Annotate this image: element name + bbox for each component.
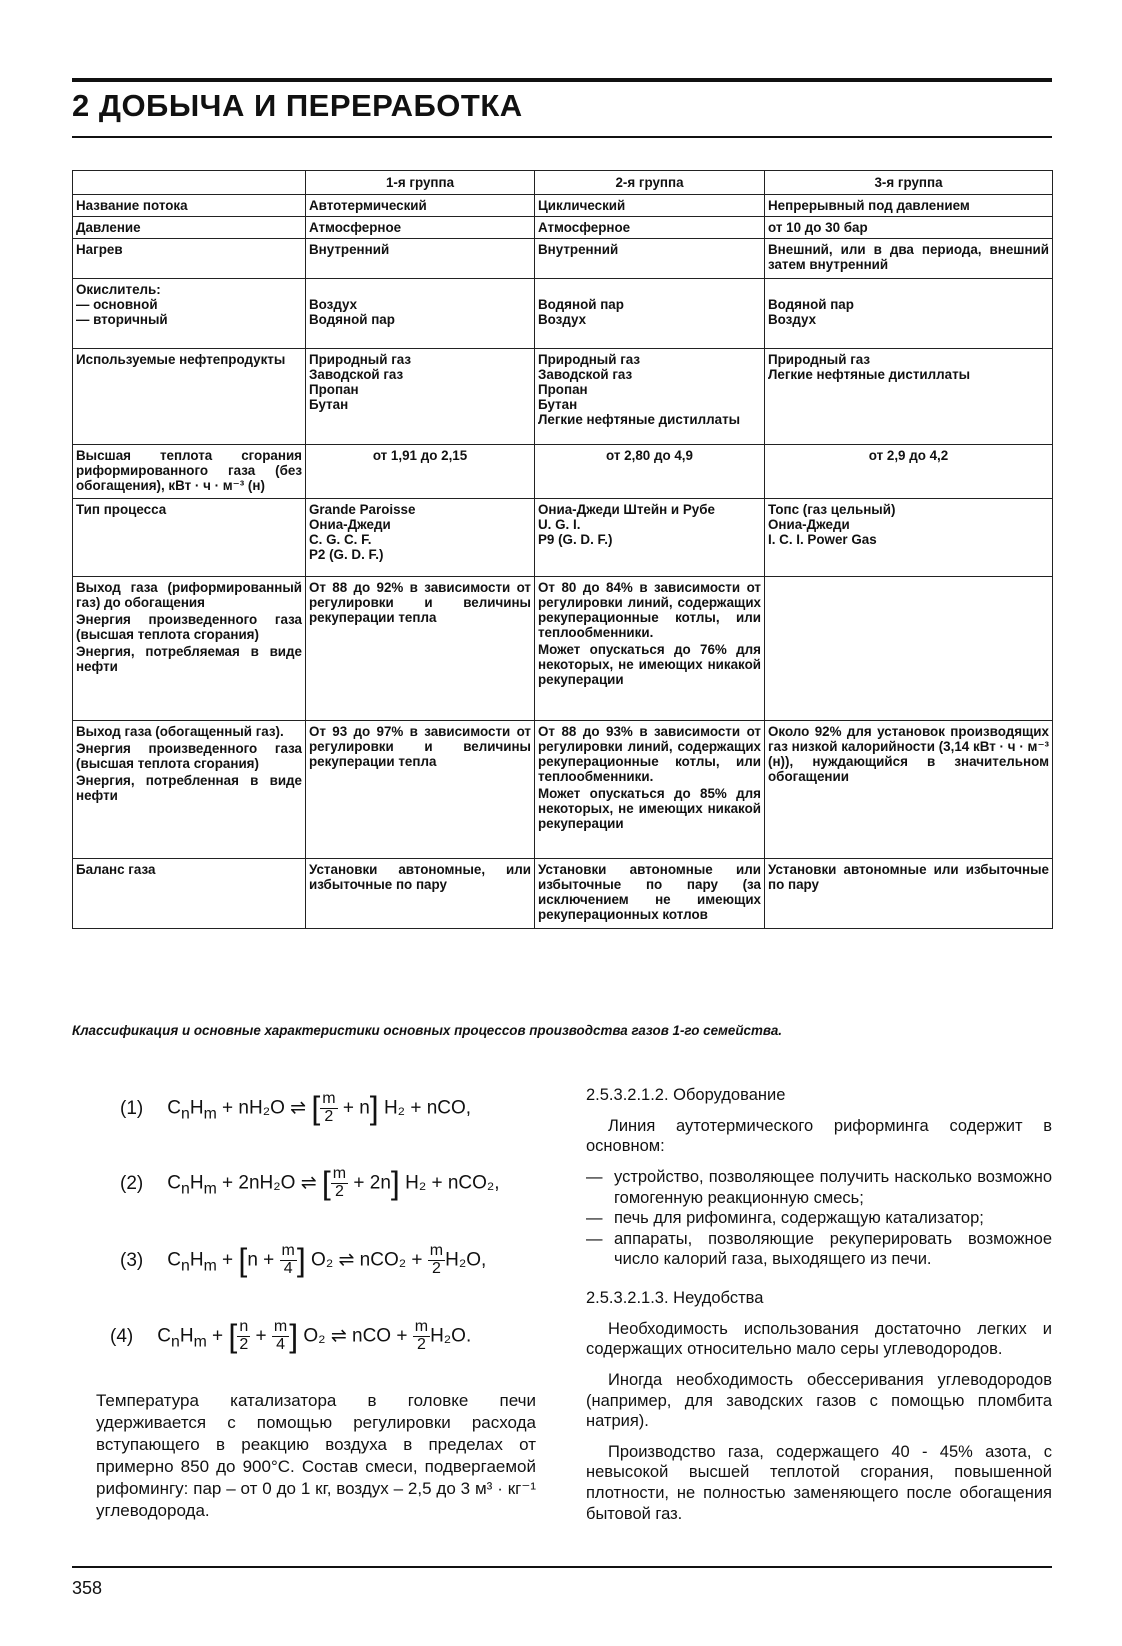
list-item: — печь для рифоминга, содержащую катализатор; xyxy=(586,1208,1052,1229)
table-cell xyxy=(306,577,535,721)
equation-part: + 2nH₂O ⇌ xyxy=(222,1172,317,1194)
cell-line: Воздух xyxy=(309,297,358,312)
cell-paragraph: Энергия произведенного газа (высшая теплота сгорания) xyxy=(76,741,302,771)
cell-paragraph: От 93 до 97% в зависимости от регулировки и величины рекуперации тепла xyxy=(309,724,531,769)
cell-paragraph: Выход газа (риформированный газ) до обогащения xyxy=(76,580,302,610)
bracket-open: [ xyxy=(311,1090,321,1126)
cell-line: Заводской газ xyxy=(538,367,633,382)
numerator: m xyxy=(273,1318,288,1336)
formula-h: H xyxy=(189,1172,204,1194)
fraction xyxy=(331,1166,348,1201)
fraction xyxy=(237,1319,250,1354)
cell-paragraph: Энергия, потребляемая в виде нефти xyxy=(76,644,302,674)
table-row xyxy=(73,859,1053,929)
process-classification-table xyxy=(72,170,1053,929)
equation-number: (2) xyxy=(120,1172,144,1194)
table-cell: Непрерывный под давлением xyxy=(765,195,1053,217)
equation-part: + 2n xyxy=(353,1172,391,1194)
cell-line: P2 (G. D. F.) xyxy=(309,547,384,562)
table-cell: Установки автономные, или избыточные по пару xyxy=(306,859,535,929)
cell-line: Легкие нефтяные дистиллаты xyxy=(538,412,741,427)
formula-h: H xyxy=(189,1249,204,1271)
section-heading-equipment: 2.5.3.2.1.2. Оборудование xyxy=(586,1086,786,1104)
table-cell xyxy=(306,499,535,577)
cell-paragraph: Может опускаться до 85% для некоторых, не имеющих никакой рекуперации xyxy=(538,786,761,831)
cell-line: U. G. I. xyxy=(538,517,581,532)
cell-line: Природный газ xyxy=(309,352,412,367)
cell-paragraph: От 88 до 92% в зависимости от регулировки и величины рекуперации тепла xyxy=(309,580,531,625)
table-cell: Циклический xyxy=(535,195,765,217)
formula-c: C xyxy=(157,1325,172,1347)
formula-sub-n: n xyxy=(181,1257,190,1275)
equation-part: H₂ + nCO, xyxy=(383,1097,472,1119)
formula-sub-n: n xyxy=(181,1180,190,1198)
table-cell: Внутренний xyxy=(535,239,765,279)
equation-part: + nH₂O ⇌ xyxy=(222,1097,307,1119)
table-cell: от 2,9 до 4,2 xyxy=(765,445,1053,499)
table-cell: от 10 до 30 бар xyxy=(765,217,1053,239)
table-cell xyxy=(535,499,765,577)
equation-part: O₂ ⇌ nCO + xyxy=(303,1325,408,1347)
equation-part: H₂O. xyxy=(430,1325,472,1347)
fraction xyxy=(272,1319,289,1354)
header-rule xyxy=(72,78,1052,82)
bracket-close: ] xyxy=(296,1242,306,1278)
numerator: m xyxy=(414,1318,429,1336)
row-label: Название потока xyxy=(73,195,306,217)
section-heading-drawbacks: 2.5.3.2.1.3. Неудобства xyxy=(586,1289,764,1307)
cell-line: Водяной пар xyxy=(309,312,395,327)
cell-line: Grande Paroisse xyxy=(309,502,416,517)
table-cell: от 1,91 до 2,15 xyxy=(306,445,535,499)
fraction xyxy=(280,1243,297,1278)
table-cell xyxy=(535,721,765,859)
table-row xyxy=(73,721,1053,859)
table-header-row xyxy=(73,171,1053,195)
footer-rule xyxy=(72,1566,1052,1568)
equation-part: + xyxy=(222,1249,234,1271)
equation-1 xyxy=(120,1090,471,1127)
table-row xyxy=(73,239,1053,279)
row-label xyxy=(73,721,306,859)
table-cell xyxy=(306,721,535,859)
cell-line: Пропан xyxy=(309,382,359,397)
paragraph: Иногда необходимость обессеривания углеводородов (например, для заводских газов с помощью пломбита натрия). xyxy=(586,1370,1052,1431)
header-cell-group-1: 1-я группа xyxy=(306,171,535,195)
equation-number: (1) xyxy=(120,1097,144,1119)
catalyst-paragraph: Температура катализатора в головке печи удерживается с помощью регулировки расхода вступающего в реакцию воздуха в пределах от примерно 850 до 900°C. Состав смеси, подвергаемой рифомингу: пар – от 0 до 1 кг, воздух – 2,5 до 3 м³ · кг⁻¹ углеводорода. xyxy=(96,1391,536,1521)
cell-line: Пропан xyxy=(538,382,588,397)
table-cell: от 2,80 до 4,9 xyxy=(535,445,765,499)
bracket-open: [ xyxy=(228,1318,238,1354)
cell-line: Бутан xyxy=(309,397,349,412)
fraction xyxy=(413,1319,430,1354)
table-cell xyxy=(765,499,1053,577)
row-label: Тип процесса xyxy=(73,499,306,577)
table-cell xyxy=(765,279,1053,349)
table-cell: Установки автономные или избыточные по пару xyxy=(765,859,1053,929)
numerator: m xyxy=(281,1242,295,1260)
numerator: m xyxy=(322,1090,336,1108)
formula-c: C xyxy=(167,1249,182,1271)
formula-h: H xyxy=(179,1325,194,1347)
cell-paragraph: От 88 до 93% в зависимости от регулировки линий, содержащих рекуперационные котлы, или теплообменники. xyxy=(538,724,761,784)
denominator: 2 xyxy=(431,1260,441,1277)
cell-paragraph: Энергия, потребленная в виде нефти xyxy=(76,773,302,803)
cell-line: Водяной пар xyxy=(538,297,624,312)
section-title: 2 ДОБЫЧА И ПЕРЕРАБОТКА xyxy=(72,88,523,123)
numerator: m xyxy=(429,1242,444,1260)
table-cell: Внешний, или в два периода, внешний затем внутренний xyxy=(765,239,1053,279)
table-cell: Установки автономные или избыточные по пару (за исключением не имеющих рекуперационных котлов xyxy=(535,859,765,929)
table-cell: Атмосферное xyxy=(306,217,535,239)
denominator: 2 xyxy=(335,1183,344,1200)
cell-line: Ониа-Джеди Штейн и Рубе xyxy=(538,502,715,517)
table-row xyxy=(73,577,1053,721)
cell-paragraph: Около 92% для установок производящих газ низкой калорийности (3,14 кВт · ч · м⁻³ (н)), нуждающийся в значительном обогащении xyxy=(768,724,1049,784)
row-label: Высшая теплота сгорания риформированного газа (без обогащения), кВт · ч · м⁻³ (н) xyxy=(73,445,306,499)
equation-part: H₂O, xyxy=(445,1249,487,1271)
equation-number: (3) xyxy=(120,1249,144,1271)
bracket-close: ] xyxy=(369,1090,379,1126)
formula-c: C xyxy=(167,1097,182,1119)
paragraph: Необходимость использования достаточно легких и содержащих относительно мало серы углеводородов. xyxy=(586,1319,1052,1359)
equipment-list xyxy=(586,1167,1052,1270)
table-row xyxy=(73,217,1053,239)
row-label: Используемые нефтепродукты xyxy=(73,349,306,445)
header-cell-empty xyxy=(73,171,306,195)
header-cell-group-3: 3-я группа xyxy=(765,171,1053,195)
equation-part: + xyxy=(255,1325,267,1347)
row-label: Нагрев xyxy=(73,239,306,279)
cell-line: Ониа-Джеди xyxy=(309,517,391,532)
cell-paragraph: От 80 до 84% в зависимости от регулировки линий, содержащих рекуперационные котлы, или теплообменники. xyxy=(538,580,761,640)
equation-part: H₂ + nCO₂, xyxy=(405,1172,500,1194)
numerator: m xyxy=(332,1165,347,1183)
table-cell xyxy=(535,279,765,349)
table-row xyxy=(73,349,1053,445)
header-cell-group-2: 2-я группа xyxy=(535,171,765,195)
table-cell xyxy=(765,349,1053,445)
cell-line: Природный газ xyxy=(538,352,641,367)
table-cell: Автотермический xyxy=(306,195,535,217)
cell-line: Легкие нефтяные дистиллаты xyxy=(768,367,971,382)
table-cell: Атмосферное xyxy=(535,217,765,239)
cell-line: P9 (G. D. F.) xyxy=(538,532,613,547)
table-cell xyxy=(765,577,1053,721)
equation-number: (4) xyxy=(110,1325,134,1347)
formula-sub-m: m xyxy=(203,1180,217,1198)
table-row xyxy=(73,195,1053,217)
bracket-open: [ xyxy=(321,1165,331,1201)
fraction xyxy=(320,1091,337,1126)
equation-part: + xyxy=(212,1325,224,1347)
cell-paragraph: Выход газа (обогащенный газ). xyxy=(76,724,284,739)
equation-part: + n xyxy=(342,1097,370,1119)
equation-2 xyxy=(120,1165,500,1202)
denominator: 2 xyxy=(416,1336,426,1353)
equation-part: n + xyxy=(247,1249,275,1271)
header-rule-thin xyxy=(72,136,1052,138)
equation-part: O₂ ⇌ nCO₂ + xyxy=(311,1249,423,1271)
oxidizer-secondary: — вторичный xyxy=(76,312,168,327)
right-column xyxy=(586,1085,1052,1534)
cell-paragraph: Может опускаться до 76% для некоторых, не имеющих никакой рекуперации xyxy=(538,642,761,687)
table-row xyxy=(73,445,1053,499)
table-row xyxy=(73,279,1053,349)
formula-c: C xyxy=(167,1172,182,1194)
paragraph: Производство газа, содержащего 40 - 45% азота, с невысокой высшей теплотой сгорания, повышенной плотности, не полностью заменяющего после обогащения бытовой газ. xyxy=(586,1442,1052,1523)
table-cell xyxy=(306,279,535,349)
denominator: 2 xyxy=(239,1336,249,1353)
cell-line: Природный газ xyxy=(768,352,871,367)
table-cell xyxy=(306,349,535,445)
oxidizer-label: Окислитель: xyxy=(76,282,161,297)
cell-line: Бутан xyxy=(538,397,578,412)
formula-sub-n: n xyxy=(181,1105,190,1123)
oxidizer-main: — основной xyxy=(76,297,158,312)
row-label: Баланс газа xyxy=(73,859,306,929)
cell-paragraph: Энергия произведенного газа (высшая теплота сгорания) xyxy=(76,612,302,642)
numerator: n xyxy=(239,1318,249,1336)
cell-line: Заводской газ xyxy=(309,367,404,382)
formula-sub-n: n xyxy=(171,1333,180,1351)
paragraph: Линия аутотермического риформинга содержит в основном: xyxy=(586,1116,1052,1156)
denominator: 4 xyxy=(283,1260,293,1277)
cell-line: Воздух xyxy=(538,312,587,327)
cell-line: C. G. C. F. xyxy=(309,532,372,547)
row-label xyxy=(73,279,306,349)
bracket-close: ] xyxy=(289,1318,299,1354)
cell-line: Водяной пар xyxy=(768,297,854,312)
table-cell xyxy=(765,721,1053,859)
formula-sub-m: m xyxy=(203,1257,217,1275)
cell-line: Воздух xyxy=(768,312,817,327)
cell-line: Топс (газ цельный) xyxy=(768,502,896,517)
table-cell xyxy=(535,577,765,721)
table-cell xyxy=(535,349,765,445)
fraction xyxy=(428,1243,445,1278)
bracket-close: ] xyxy=(390,1165,400,1201)
formula-sub-m: m xyxy=(193,1333,207,1351)
denominator: 4 xyxy=(276,1336,285,1353)
row-label xyxy=(73,577,306,721)
list-item: — аппараты, позволяющие рекуперировать возможное число калорий газа, выходящего из печи. xyxy=(586,1229,1052,1270)
table-cell: Внутренний xyxy=(306,239,535,279)
bracket-open: [ xyxy=(238,1242,248,1278)
cell-line: Ониа-Джеди xyxy=(768,517,850,532)
equation-4 xyxy=(110,1318,471,1355)
table-row xyxy=(73,499,1053,577)
list-item: — устройство, позволяющее получить насколько возможно гомогенную реакционную смесь; xyxy=(586,1167,1052,1208)
equation-3 xyxy=(120,1242,486,1279)
denominator: 2 xyxy=(324,1108,334,1125)
table-caption: Классификация и основные характеристики основных процессов производства газов 1-го семейства. xyxy=(72,1023,782,1038)
formula-h: H xyxy=(189,1097,204,1119)
cell-line: I. C. I. Power Gas xyxy=(768,532,877,547)
page-number: 358 xyxy=(72,1578,103,1598)
row-label: Давление xyxy=(73,217,306,239)
formula-sub-m: m xyxy=(203,1105,217,1123)
